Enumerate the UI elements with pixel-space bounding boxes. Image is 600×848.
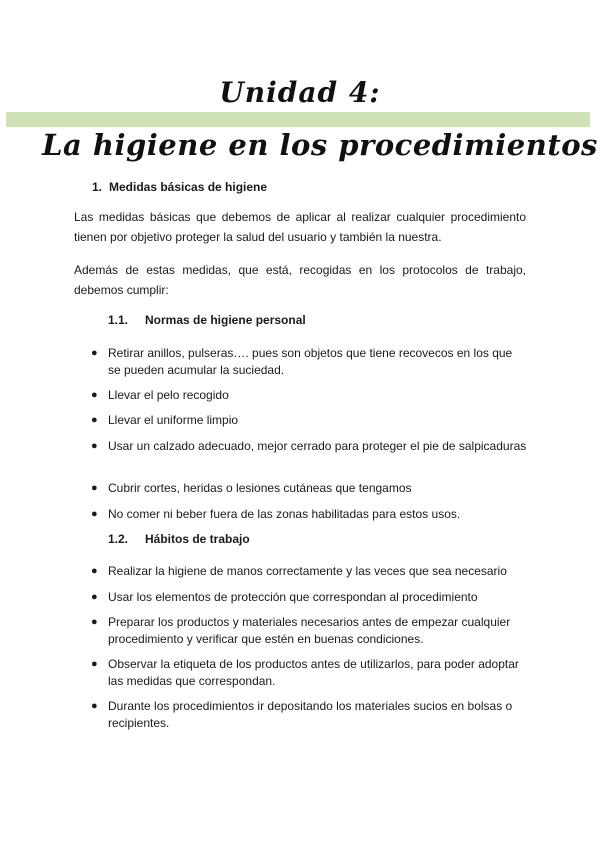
list-item (91, 698, 528, 732)
section-number: 1. (92, 180, 103, 194)
list-item (91, 506, 528, 523)
list-item-text: Durante los procedimientos ir depositando los materiales sucios en bolsas o recipientes. (108, 699, 513, 730)
title-highlight-band (6, 112, 590, 127)
list-item (91, 614, 528, 648)
subsection-heading-1-2 (108, 532, 250, 546)
subsection-number: 1.2. (108, 532, 129, 546)
main-title: La higiene en los procedimientos (42, 128, 598, 162)
bullet-icon: ● (91, 347, 98, 359)
list-item-text: Llevar el pelo recogido (108, 388, 229, 402)
list-item-text: Llevar el uniforme limpio (108, 413, 239, 427)
list-item (91, 656, 528, 690)
paragraph-2: Además de estas medidas, que está, recogidas en los protocolos de trabajo, debemos cumplir: (74, 263, 526, 297)
list-item-text: Retirar anillos, pulseras…. pues son objetos que tiene recovecos en los que se pueden acumular la suciedad. (108, 346, 513, 377)
list-item (91, 412, 528, 429)
bullet-icon: ● (91, 508, 98, 520)
bullet-icon: ● (91, 658, 98, 670)
list-item-text: Usar los elementos de protección que correspondan al procedimiento (108, 590, 478, 604)
bullet-icon: ● (91, 440, 98, 452)
list-item-text: Observar la etiqueta de los productos antes de utilizarlos, para poder adoptar las medidas que correspondan. (108, 657, 519, 688)
bullet-icon: ● (91, 414, 98, 426)
bullet-icon: ● (91, 565, 98, 577)
bullet-icon: ● (91, 700, 98, 712)
list-item-text: Realizar la higiene de manos correctamente y las veces que sea necesario (108, 564, 507, 578)
bullet-icon: ● (91, 482, 98, 494)
subsection-number: 1.1. (108, 313, 129, 327)
bullet-icon: ● (91, 616, 98, 628)
list-item-text: Cubrir cortes, heridas o lesiones cutáneas que tengamos (108, 481, 412, 495)
unit-title: Unidad 4: (219, 76, 381, 109)
section-title: Medidas básicas de higiene (109, 180, 268, 194)
subsection-title: Hábitos de trabajo (145, 532, 250, 546)
bullet-icon: ● (91, 591, 98, 603)
paragraph-1: Las medidas básicas que debemos de aplicar al realizar cualquier procedimiento tienen por objetivo proteger la salud del usuario y también la nuestra. (74, 210, 526, 244)
section-heading-1 (92, 180, 267, 194)
bullet-icon: ● (91, 389, 98, 401)
list-item (91, 387, 528, 404)
subsection-title: Normas de higiene personal (145, 313, 306, 327)
list-item-text: Usar un calzado adecuado, mejor cerrado para proteger el pie de salpicaduras (108, 439, 527, 453)
list-item (91, 438, 528, 455)
list-item (91, 563, 528, 580)
list-item-text: No comer ni beber fuera de las zonas habilitadas para estos usos. (108, 507, 461, 521)
list-item (91, 345, 528, 379)
subsection-heading-1-1 (108, 313, 306, 327)
list-item (91, 589, 528, 606)
list-item (91, 480, 528, 497)
list-item-text: Preparar los productos y materiales necesarios antes de empezar cualquier procedimiento y verificar que estén en buenas condiciones. (108, 615, 511, 646)
